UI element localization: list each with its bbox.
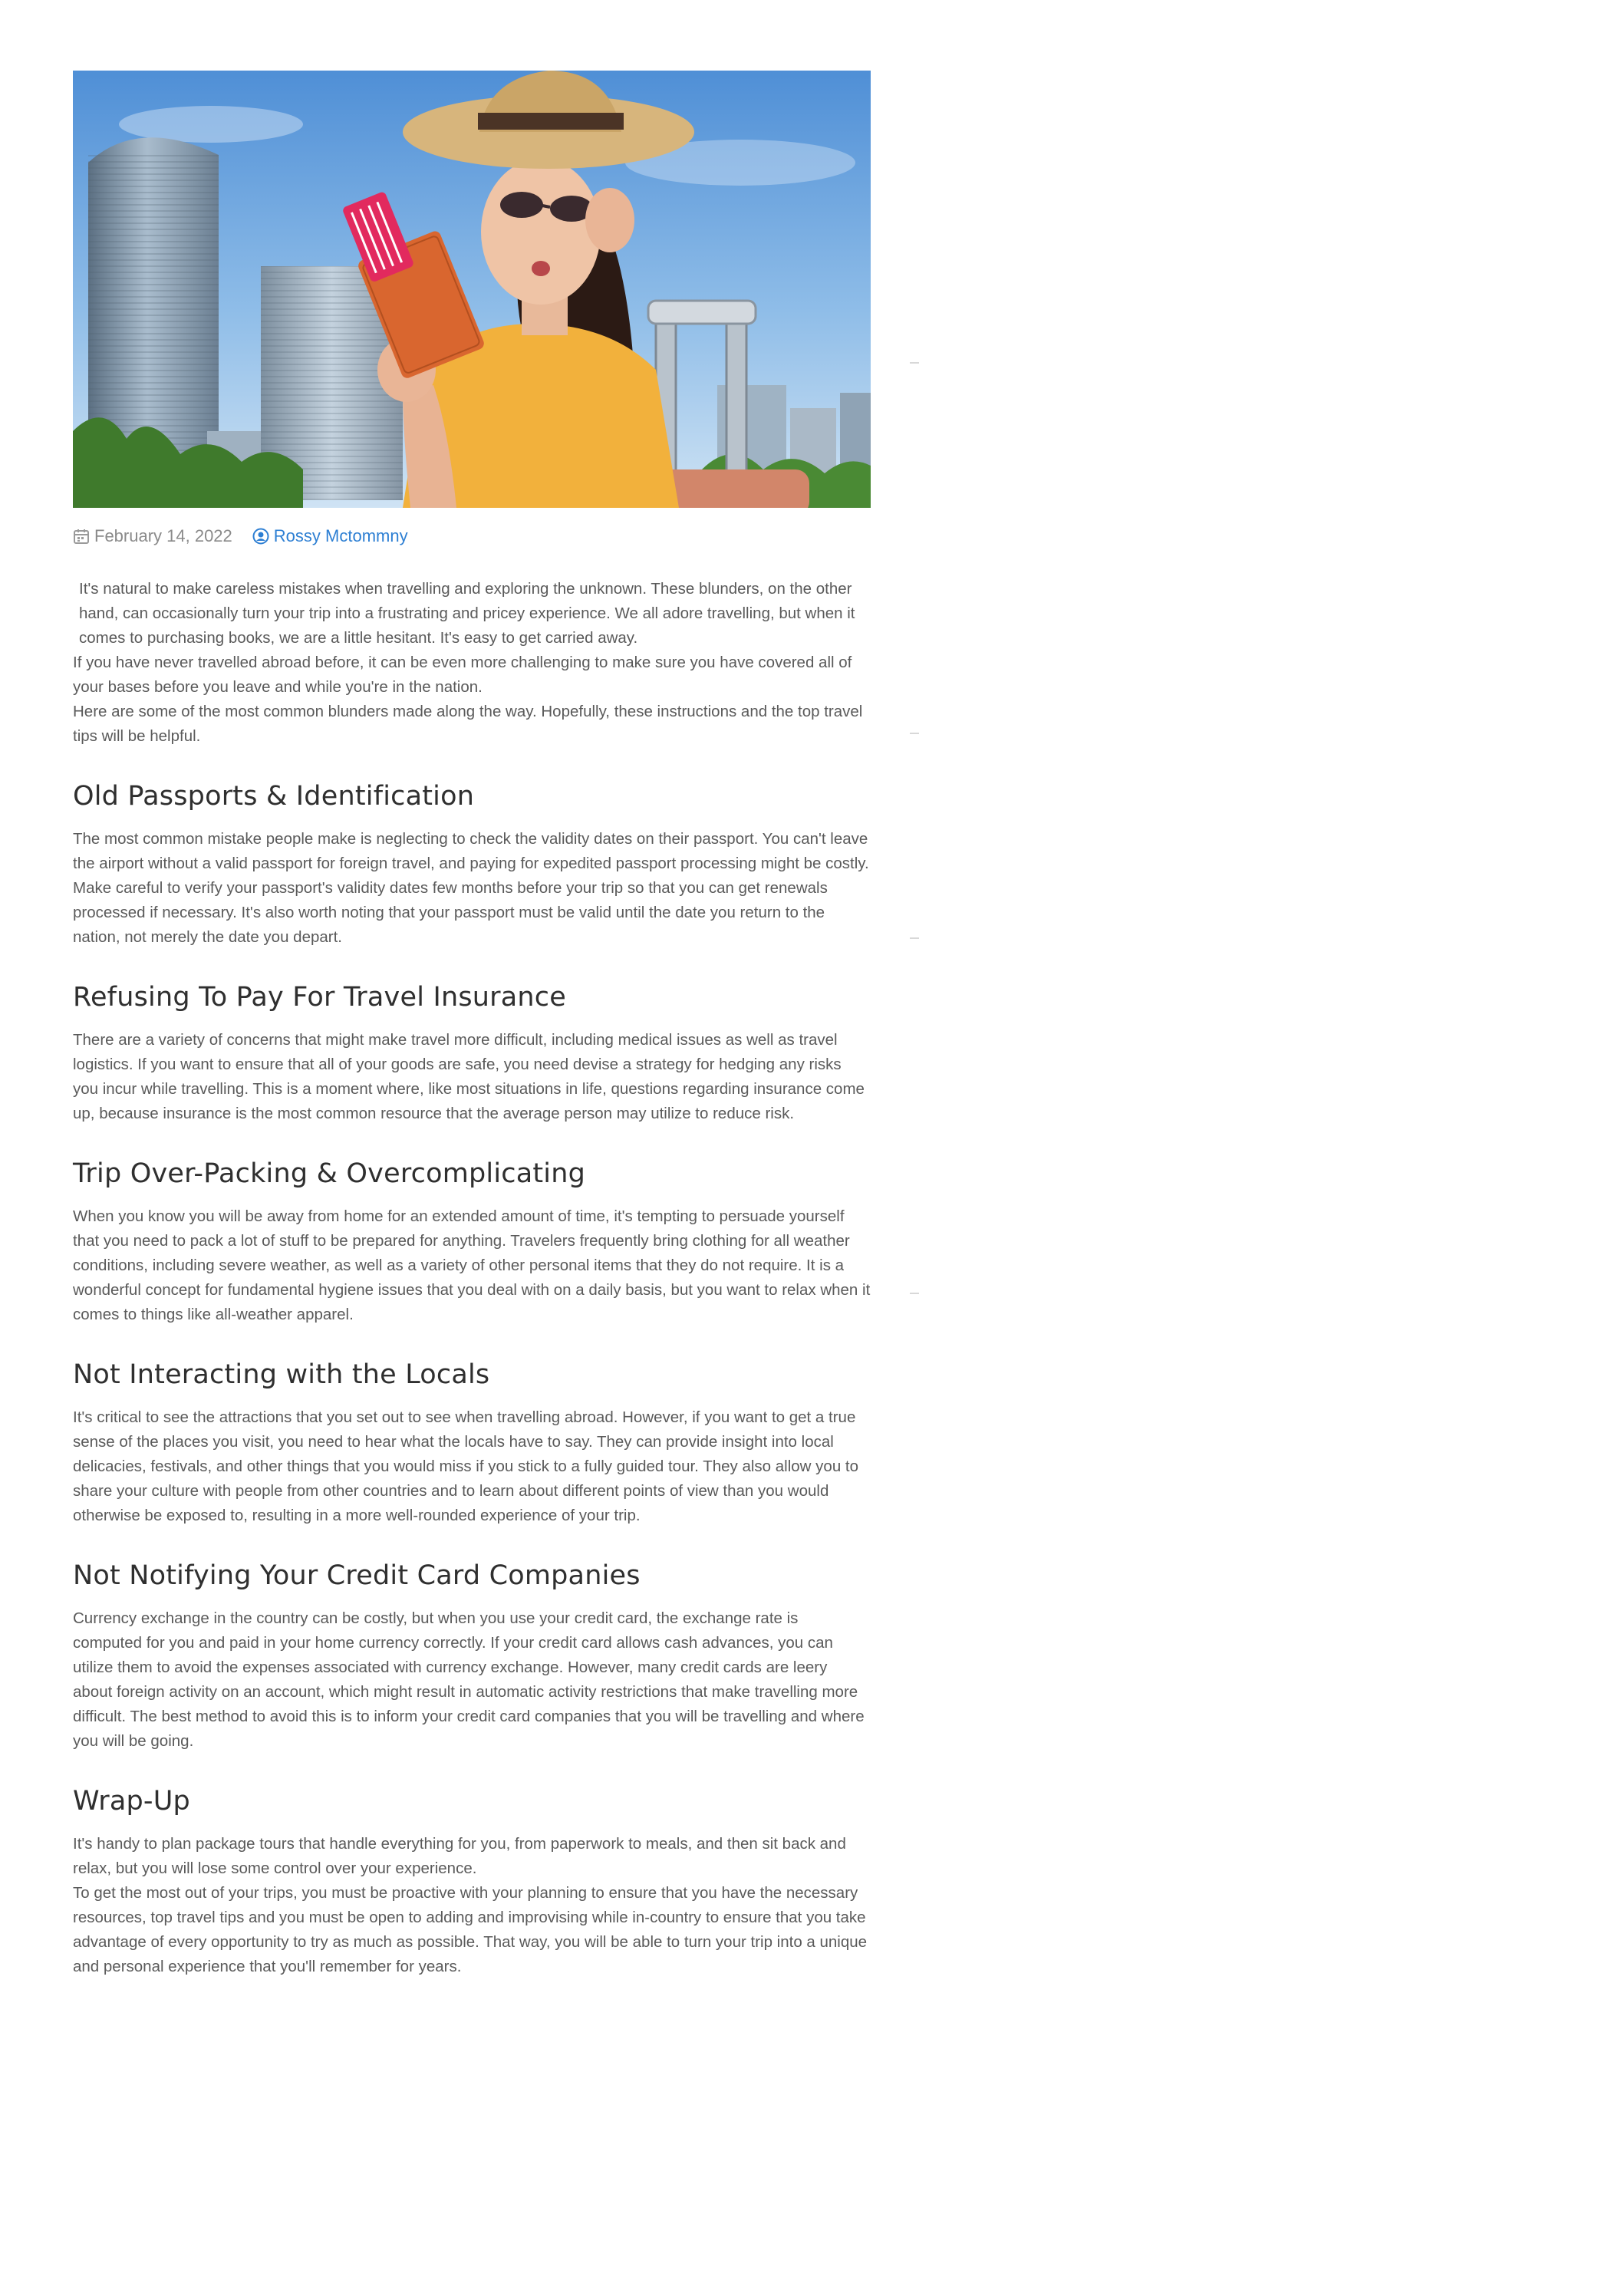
post-author-text: Rossy Mctommny bbox=[273, 526, 408, 545]
section-paragraph: The most common mistake people make is neglecting to check the validity dates on their passport. You can't leave the airport without a valid passport for foreign travel, and paying for expedited passport processing might be costly. Make careful to verify your passport's validity dates few months before your trip so that you can get renewals processed if necessary. It's also worth noting that your passport must be valid until the date you return to the nation, not merely the date you depart. bbox=[73, 830, 869, 946]
section-paragraph: Currency exchange in the country can be costly, but when you use your credit card, the exchange rate is computed for you and paid in your home currency correctly. If your credit card allows cash advances, you can utilize them to avoid the expenses associated with currency exchange. However, many credit cards are leery about foreign activity on an account, which might result in automatic activity restrictions that make travelling more difficult. The best method to avoid this is to inform your credit card companies that you will be travelling and where you will be going. bbox=[73, 1609, 865, 1750]
side-mark bbox=[910, 733, 919, 734]
section-heading: Old Passports & Identification bbox=[73, 781, 475, 812]
post-author-link[interactable] bbox=[252, 526, 408, 546]
section-heading: Trip Over-Packing & Overcomplicating bbox=[73, 1158, 585, 1189]
section-paragraph: To get the most out of your trips, you must be proactive with your planning to ensure that you have the necessary resources, top travel tips and you must be open to adding and improvising while in-country to ensure that you take advantage of every opportunity to try as much as possible. That way, you will be able to turn your trip into a unique and personal experience that you'll remember for years. bbox=[73, 1884, 868, 1975]
blog-article bbox=[73, 71, 871, 1979]
lead-paragraph: Here are some of the most common blunders made along the way. Hopefully, these instructions and the top travel tips will be helpful. bbox=[73, 703, 863, 745]
section-paragraph: It's critical to see the attractions that you set out to see when travelling abroad. However, if you want to get a true sense of the places you visit, you need to hear what the locals have to say. They can provide insight into local delicacies, festivals, and other things that you would miss if you stick to a fully guided tour. They also allow you to share your culture with people from other countries and to learn about different points of view than you would otherwise be exposed to, resulting in a more well-rounded experience of your trip. bbox=[73, 1408, 859, 1524]
side-mark bbox=[910, 937, 919, 939]
calendar-icon bbox=[73, 528, 90, 545]
section-heading: Refusing To Pay For Travel Insurance bbox=[73, 982, 566, 1013]
post-date bbox=[73, 526, 232, 546]
section-heading: Wrap-Up bbox=[73, 1786, 190, 1817]
hero-image bbox=[73, 71, 871, 508]
side-mark bbox=[910, 1293, 919, 1294]
section-heading: Not Notifying Your Credit Card Companies bbox=[73, 1560, 641, 1591]
side-mark bbox=[910, 362, 919, 364]
intro-paragraph: It's natural to make careless mistakes when travelling and exploring the unknown. These blunders, on the other hand, can occasionally turn your trip into a frustrating and pricey experience. We all adore travelling, but when it comes to purchasing books, we are a little hesitant. It's easy to get carried away. bbox=[79, 580, 855, 647]
user-circle-icon bbox=[252, 528, 269, 545]
post-date-text: February 14, 2022 bbox=[94, 526, 232, 545]
section-paragraph: When you know you will be away from home for an extended amount of time, it's tempting to persuade yourself that you need to pack a lot of stuff to be prepared for anything. Travelers frequently bring clothing for all weather conditions, including severe weather, as well as a variety of other personal items that they do not require. It is a wonderful concept for fundamental hygiene issues that you deal with on a daily basis, but you want to relax when it comes to things like all-weather apparel. bbox=[73, 1207, 871, 1323]
section-paragraph: It's handy to plan package tours that handle everything for you, from paperwork to meals, and then sit back and relax, but you will lose some control over your experience. bbox=[73, 1835, 846, 1877]
post-meta bbox=[73, 525, 871, 548]
section-paragraph: There are a variety of concerns that might make travel more difficult, including medical issues as well as travel logistics. If you want to ensure that all of your goods are safe, you need devise a strategy for hedging any risks you incur while travelling. This is a moment where, like most situations in life, questions regarding insurance come up, because insurance is the most common resource that the average person may utilize to reduce risk. bbox=[73, 1031, 865, 1122]
lead-paragraph: If you have never travelled abroad before, it can be even more challenging to make sure you have covered all of your bases before you leave and while you're in the nation. bbox=[73, 654, 852, 696]
section-heading: Not Interacting with the Locals bbox=[73, 1359, 490, 1390]
